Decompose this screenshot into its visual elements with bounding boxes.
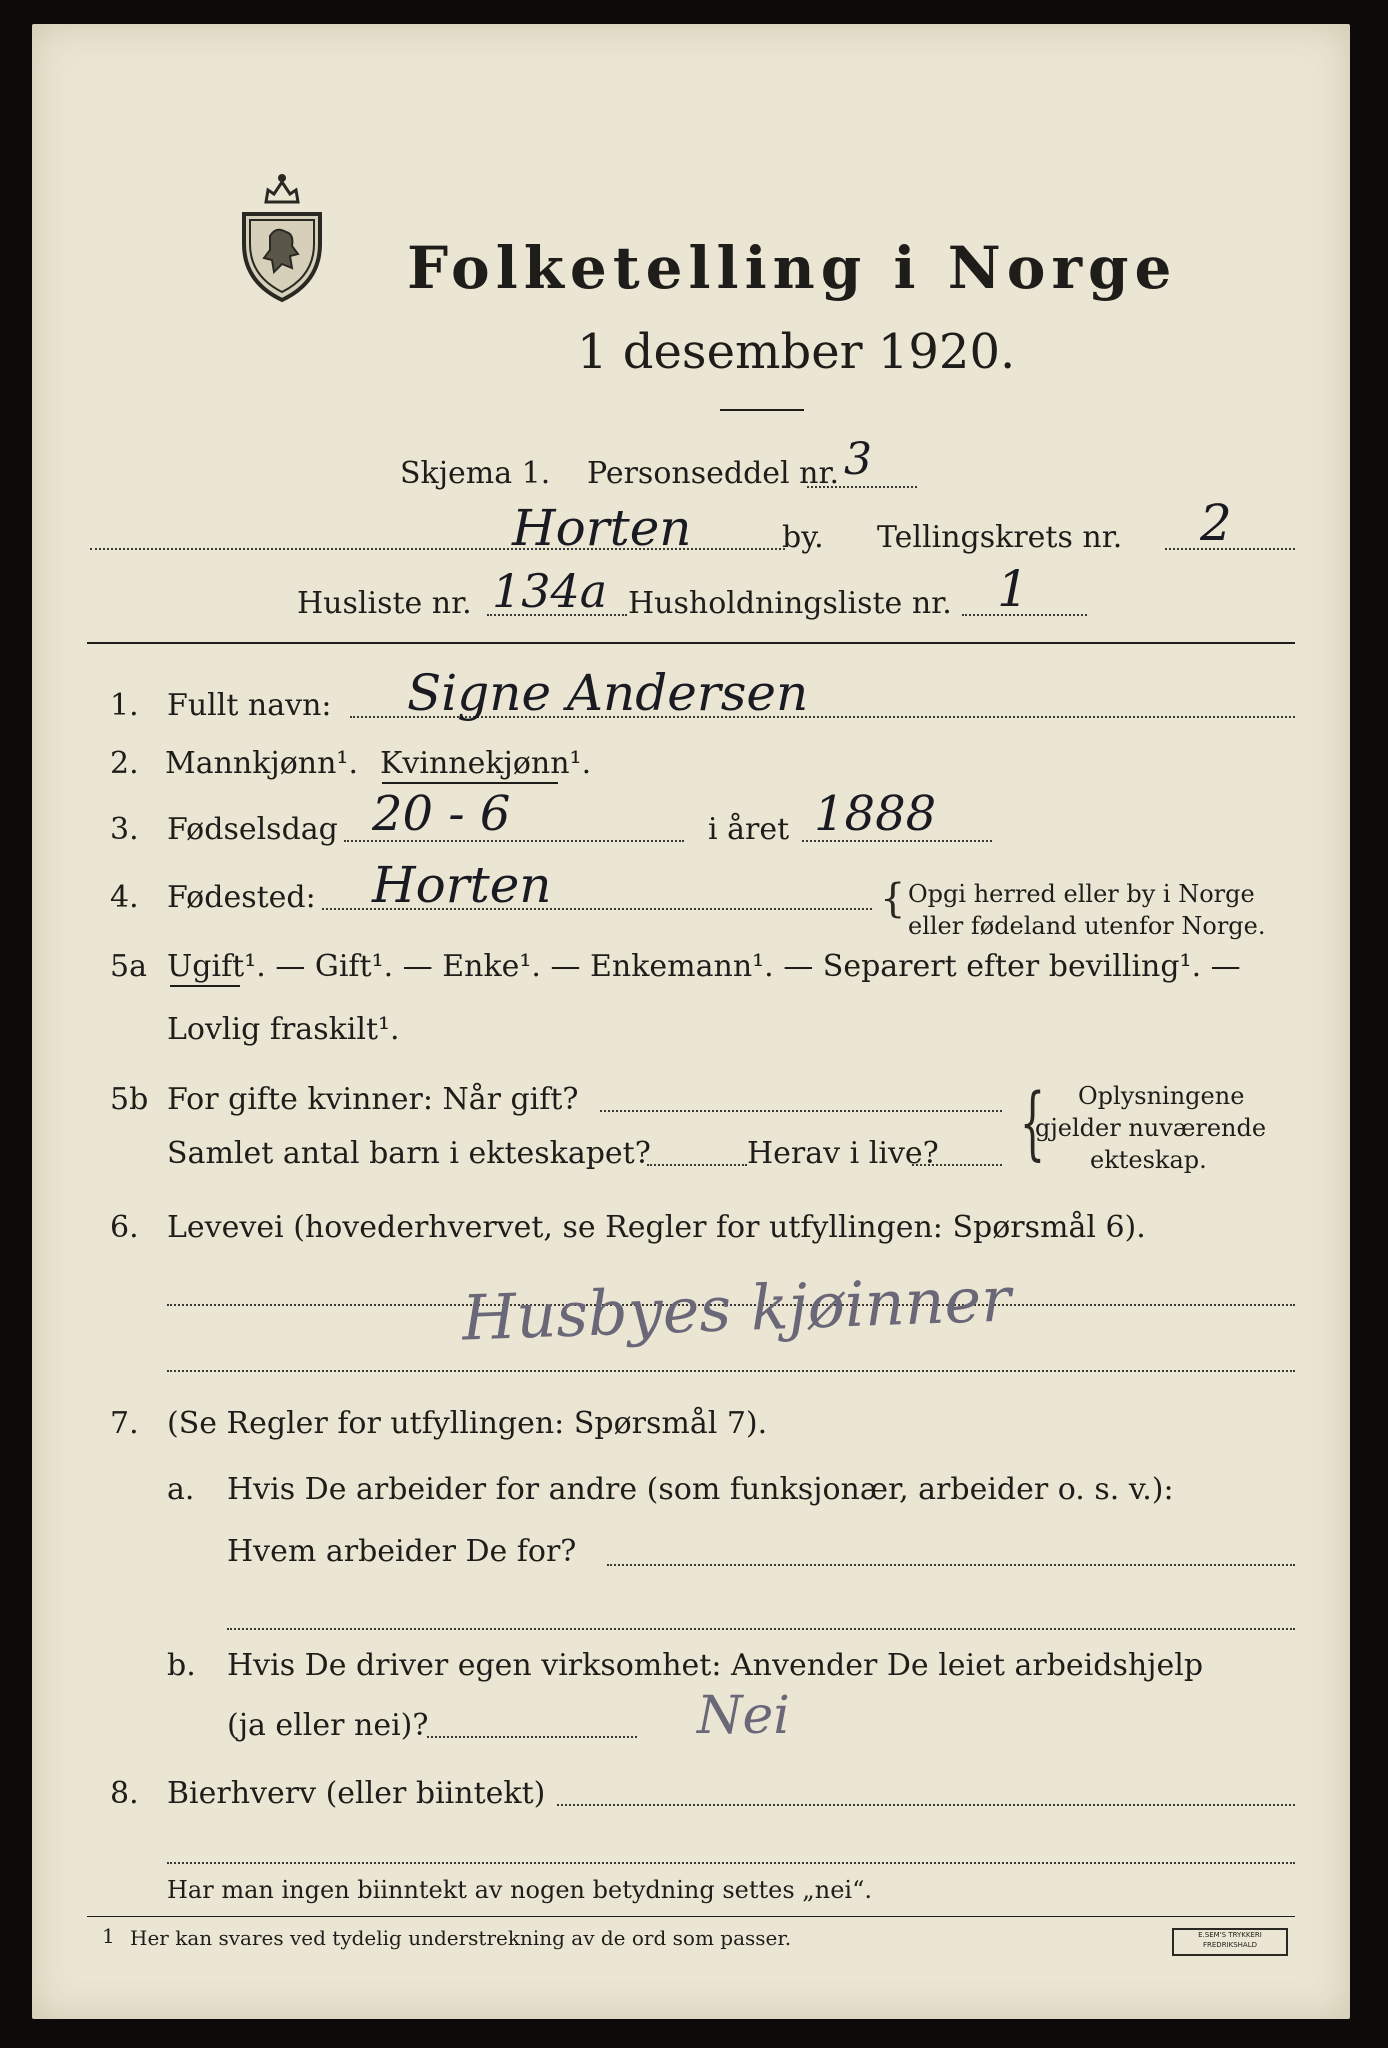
birthday-value: 20 - 6 (372, 786, 511, 842)
husholdningsliste-value: 1 (997, 560, 1029, 618)
footnote-text: Her kan svares ved tydelig understrekning av de ord som passer. (130, 1926, 792, 1950)
q4-note-line1: Opgi herred eller by i Norge (908, 880, 1255, 908)
personseddel-label: Personseddel nr. (587, 456, 840, 491)
q5b-note-2: gjelder nuværende (1035, 1114, 1267, 1142)
q2-number: 2. (110, 746, 139, 781)
skjema-label: Skjema 1. (400, 456, 551, 491)
hired-help-value: Nei (697, 1686, 790, 1746)
birth-year-value: 1888 (814, 786, 937, 842)
q5b-note-1: Oplysningene (1078, 1082, 1245, 1110)
q8-label: Bierhverv (eller biintekt) (167, 1776, 546, 1811)
q5b-line2-b: Herav i live? (747, 1136, 939, 1171)
q5b-number: 5b (110, 1082, 149, 1117)
husliste-label: Husliste nr. (297, 586, 472, 621)
by-value: Horten (512, 499, 692, 557)
q7b-number: b. (167, 1648, 196, 1683)
occupation-value: Husbyes kjøinner (460, 1262, 1012, 1355)
printer-stamp-line1: E.SEM'S TRYKKERI (1198, 1931, 1262, 1939)
full-name-value: Signe Andersen (407, 664, 809, 722)
q4-label: Fødested: (167, 880, 316, 915)
kvinnekjonn-option: Kvinnekjønn¹. (380, 746, 592, 781)
birthplace-value: Horten (372, 856, 552, 914)
q5b-line1: For gifte kvinner: Når gift? (167, 1082, 579, 1117)
q6-label: Levevei (hovederhvervet, se Regler for utfyllingen: Spørsmål 6). (167, 1210, 1146, 1245)
census-form-page: Folketelling i Norge 1 desember 1920. Skjema 1. Personseddel nr. 3 Horten by. Tellingskrets nr. 2 Husliste nr. 134a Husholdningsliste nr. 1 1. Fullt navn: Signe Andersen 2. Mannkjønn¹. Kvinnekjønn¹. 3. Fødselsdag 20 - 6 i året 1888 4. Fødested: Horten { Opgi herred eller by i Norge eller fødeland utenfor Norge. 5a Ugift¹. — Gift¹. — Enke¹. — Enkemann¹. — Separert efter bevilling¹. — Lovlig fraskilt¹. 5b For gifte kvinner: Når gift? Samlet antal barn i ekteskapet? Herav i live? { Oplysningene gjelder nuværende ekteskap. 6. Levevei (hovederhvervet, se Regler for utfyllingen: Spørsmål 6). Husbyes kjøinner 7. (Se Regler for utfyllingen: Spørsmål 7). a. Hvis De arbeider for andre (som funksjonær, arbeider o. s. v.): Hvem arbeider De for? b. Hvis De driver egen virksomhet: Anvender De leiet arbeidshjelp (ja eller nei)? Nei 8. Bierhverv (eller biintekt) Har man ingen biinntekt av nogen betydning settes „nei“. 1 Her kan svares ved tydelig understrekning av de ord som passer. E.SEM'S TRYKKERI FREDRIKSHALD (32, 24, 1350, 2019)
q3-number: 3. (110, 812, 139, 847)
by-label: by. (782, 520, 824, 555)
tellingskrets-value: 2 (1200, 494, 1232, 552)
q8-note: Har man ingen biinntekt av nogen betydning settes „nei“. (167, 1876, 872, 1904)
marital-status-options: Ugift¹. — Gift¹. — Enke¹. — Enkemann¹. — Separert efter bevilling¹. — (167, 949, 1241, 984)
printer-stamp-line2: FREDRIKSHALD (1202, 1941, 1257, 1949)
norwegian-coat-of-arms-icon (232, 164, 332, 304)
kvinnekjonn-underline (382, 782, 558, 784)
q5a-number: 5a (110, 949, 147, 984)
footnote-mark: 1 (102, 1924, 115, 1948)
census-date: 1 desember 1920. (577, 324, 1016, 380)
q4-note-line2: eller fødeland utenfor Norge. (908, 912, 1266, 940)
q7-label: (Se Regler for utfyllingen: Spørsmål 7). (167, 1406, 768, 1441)
personseddel-value: 3 (844, 434, 872, 485)
q1-label: Fullt navn: (167, 688, 332, 723)
q7b-line2: (ja eller nei)? (227, 1708, 429, 1743)
q7a-line1: Hvis De arbeider for andre (som funksjonær, arbeider o. s. v.): (227, 1472, 1174, 1507)
q6-number: 6. (110, 1210, 139, 1245)
title-divider (720, 409, 804, 411)
q5b-note-3: ekteskap. (1090, 1146, 1207, 1174)
year-label: i året (708, 812, 790, 847)
q8-number: 8. (110, 1776, 139, 1811)
tellingskrets-label: Tellingskrets nr. (877, 520, 1123, 555)
husliste-value: 134a (492, 564, 608, 618)
marital-status-options-line2: Lovlig fraskilt¹. (167, 1012, 400, 1047)
q3-label: Fødselsdag (167, 812, 338, 847)
q7-number: 7. (110, 1406, 139, 1441)
q7b-line1: Hvis De driver egen virksomhet: Anvender De leiet arbeidshjelp (227, 1648, 1204, 1683)
q4-number: 4. (110, 880, 139, 915)
mannkjonn-option: Mannkjønn¹. (165, 746, 358, 781)
q5b-line2-a: Samlet antal barn i ekteskapet? (167, 1136, 651, 1171)
header-rule (87, 642, 1295, 644)
husholdningsliste-label: Husholdningsliste nr. (628, 586, 952, 621)
q1-number: 1. (110, 688, 139, 723)
ugift-underline (170, 985, 240, 987)
q7a-line2: Hvem arbeider De for? (227, 1534, 577, 1569)
q7a-number: a. (167, 1472, 195, 1507)
form-title: Folketelling i Norge (407, 234, 1178, 302)
footer-rule (87, 1916, 1295, 1917)
printer-stamp (1172, 1928, 1288, 1956)
